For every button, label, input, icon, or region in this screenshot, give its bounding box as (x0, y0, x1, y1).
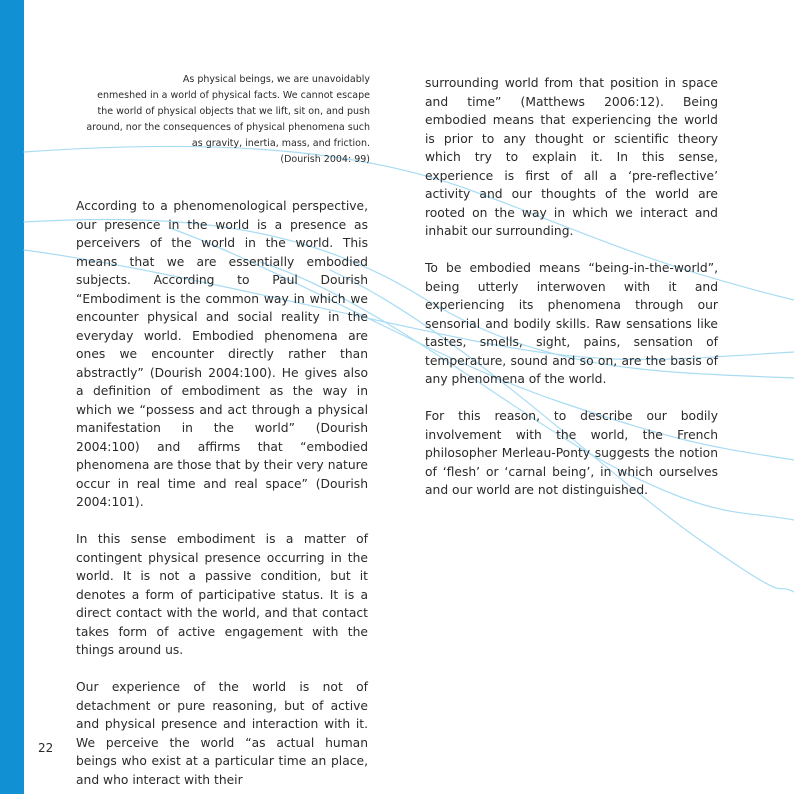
left-text-column (76, 197, 368, 808)
quote-line: the world of physical objects that we lift, sit on, and push (97, 106, 370, 117)
body-paragraph: Our experience of the world is not of detachment or pure reasoning, but of active and physical presence and interaction with it. We perceive the world “as actual human beings who exist at a particular time an place, and who interact with their (76, 680, 368, 787)
quote-citation: (Dourish 2004: 99) (280, 154, 370, 165)
quote-line: enmeshed in a world of physical facts. We cannot escape (97, 90, 370, 101)
body-paragraph: According to a phenomenological perspective, our presence in the world is a presence as perceivers of the world in the world. This means that we are essentially embodied subjects. According to Paul Dourish “Embodiment is the common way in which we encounter physical and social reality in the everyday world. Embodied phenomena are ones we encounter directly rather than abstractly” (Dourish 2004:100). He gives also a definition of embodiment as the way in which we “possess and act through a physical manifestation in the world” (Dourish 2004:100) and affirms that “embodied phenomena are those that by their very nature occur in real time and real space” (Dourish 2004:101). (76, 199, 368, 509)
quote-line: As physical beings, we are unavoidably (182, 74, 370, 85)
right-text-column (425, 74, 718, 518)
page-spine-bar (0, 0, 24, 794)
body-paragraph: For this reason, to describe our bodily involvement with the world, the French philosopher Merleau-Ponty suggests the notion of ‘flesh’ or ‘carnal being’, in which ourselves and our world are not distinguished. (425, 409, 718, 497)
body-paragraph: To be embodied means “being-in-the-world”, being utterly interwoven with it and experiencing its phenomena through our sensorial and bodily skills. Raw sensations like tastes, smells, sight, pains, sensation of temperature, sound and so on, are the basis of any phenomena of the world. (425, 261, 718, 386)
quote-line: as gravity, inertia, mass, and friction. (191, 138, 370, 149)
body-paragraph: surrounding world from that position in space and time” (Matthews 2006:12). Being embodied means that experiencing the world is prior to any thought or scientific theory which try to explain it. In this sense, experience is first of all a ‘pre-reflective’ activity and our thoughts of the world are rooted on the way in which we interact and inhabit our surrounding. (425, 76, 718, 238)
epigraph-quote (70, 72, 370, 168)
quote-line: around, nor the consequences of physical phenomena such (86, 122, 370, 133)
page-number: 22 (38, 741, 54, 755)
body-paragraph: In this sense embodiment is a matter of contingent physical presence occurring in the world. It is not a passive condition, but it denotes a form of participative status. It is a direct contact with the world, and that contact takes form of active engagement with the things around us. (76, 532, 368, 657)
